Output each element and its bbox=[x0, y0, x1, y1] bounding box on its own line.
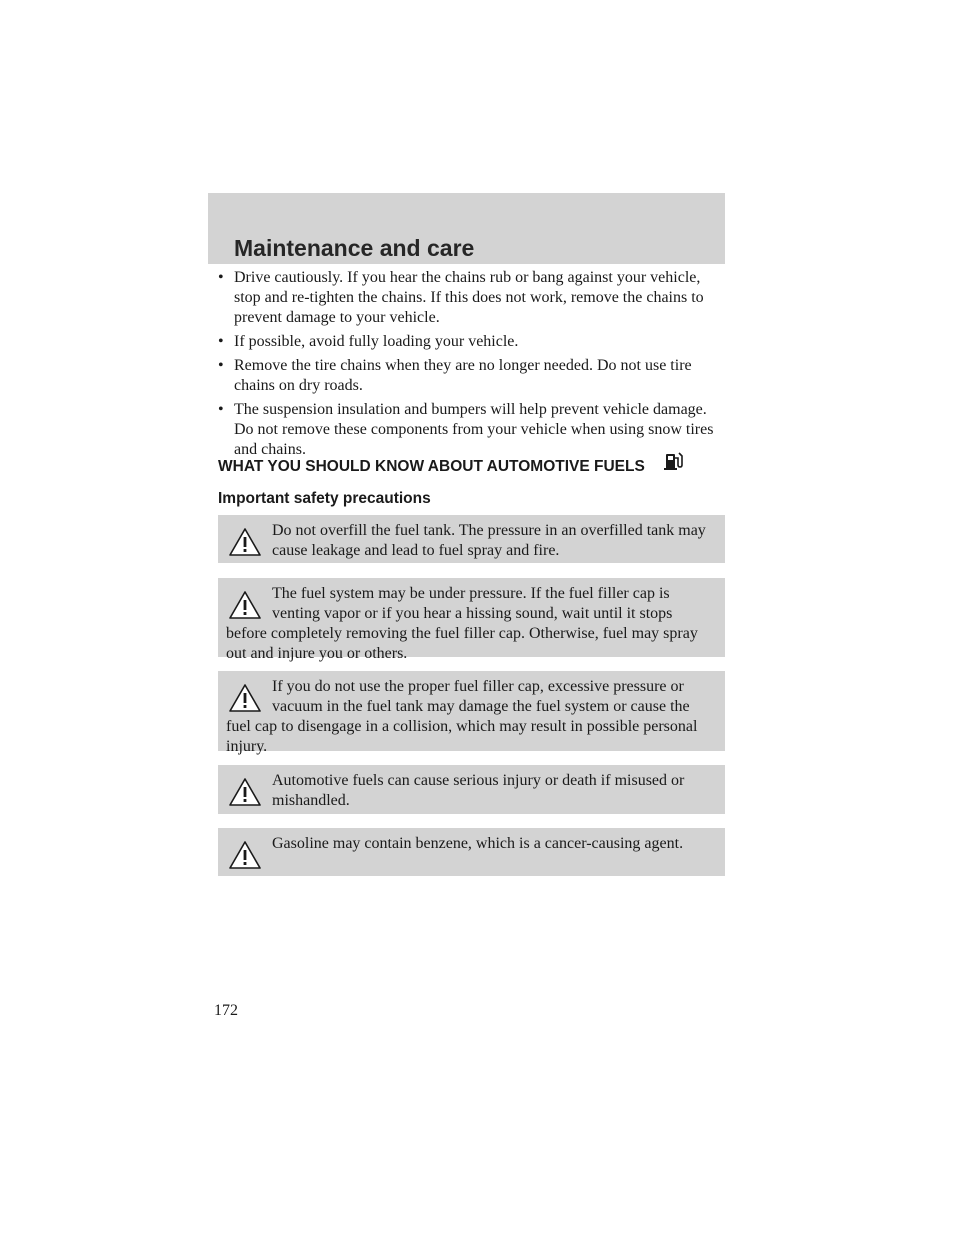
warning-box bbox=[218, 578, 725, 662]
warning-box bbox=[218, 671, 725, 755]
page-number: 172 bbox=[214, 1002, 238, 1019]
bullet-text: If possible, avoid fully loading your vehicle. bbox=[234, 333, 519, 350]
list-item bbox=[218, 356, 728, 396]
bullet-list bbox=[218, 268, 728, 464]
warning-triangle-icon bbox=[228, 777, 262, 807]
warning-text: The fuel system may be under pressure. If the fuel filler cap is venting vapor or if you hear a hissing sound, wait until it stops before completely removing the fuel filler cap. Otherwise, fuel may spray out and injure you or others. bbox=[226, 585, 698, 662]
header-title: Maintenance and care bbox=[234, 235, 475, 261]
bullet-text: Drive cautiously. If you hear the chains rub or bang against your vehicle, stop and re-tighten the chains. If this does not work, remove the chains to prevent damage to your vehicle. bbox=[234, 269, 704, 326]
list-item bbox=[218, 332, 728, 352]
warning-box bbox=[218, 765, 725, 814]
section-header bbox=[208, 193, 725, 264]
section-heading bbox=[218, 458, 645, 476]
warning-text: Do not overfill the fuel tank. The pressure in an overfilled tank may cause leakage and lead to fuel spray and fire. bbox=[272, 522, 706, 559]
warning-text: If you do not use the proper fuel filler cap, excessive pressure or vacuum in the fuel tank may damage the fuel system or cause the fuel cap to disengage in a collision, which may result in possible personal injury. bbox=[226, 678, 698, 755]
warning-triangle-icon bbox=[228, 840, 262, 870]
bullet-symbol: • bbox=[218, 269, 224, 286]
warning-triangle-icon bbox=[228, 590, 262, 620]
bullet-text: The suspension insulation and bumpers will help prevent vehicle damage. Do not remove these components from your vehicle when using snow tires and chains. bbox=[234, 401, 714, 458]
list-item bbox=[218, 400, 728, 460]
warning-text: Gasoline may contain benzene, which is a cancer-causing agent. bbox=[272, 835, 684, 852]
fuel-pump-icon bbox=[663, 449, 683, 471]
bullet-symbol: • bbox=[218, 333, 224, 350]
section-heading-text: WHAT YOU SHOULD KNOW ABOUT AUTOMOTIVE FUELS bbox=[218, 458, 645, 475]
list-item bbox=[218, 268, 728, 328]
bullet-text: Remove the tire chains when they are no longer needed. Do not use tire chains on dry roads. bbox=[234, 357, 692, 394]
warning-triangle-icon bbox=[228, 527, 262, 557]
warning-triangle-icon bbox=[228, 683, 262, 713]
sub-heading: Important safety precautions bbox=[218, 490, 431, 507]
bullet-symbol: • bbox=[218, 357, 224, 374]
warning-box bbox=[218, 828, 725, 876]
warning-box bbox=[218, 515, 725, 563]
bullet-symbol: • bbox=[218, 401, 224, 418]
warning-text: Automotive fuels can cause serious injury or death if misused or mishandled. bbox=[272, 772, 685, 809]
